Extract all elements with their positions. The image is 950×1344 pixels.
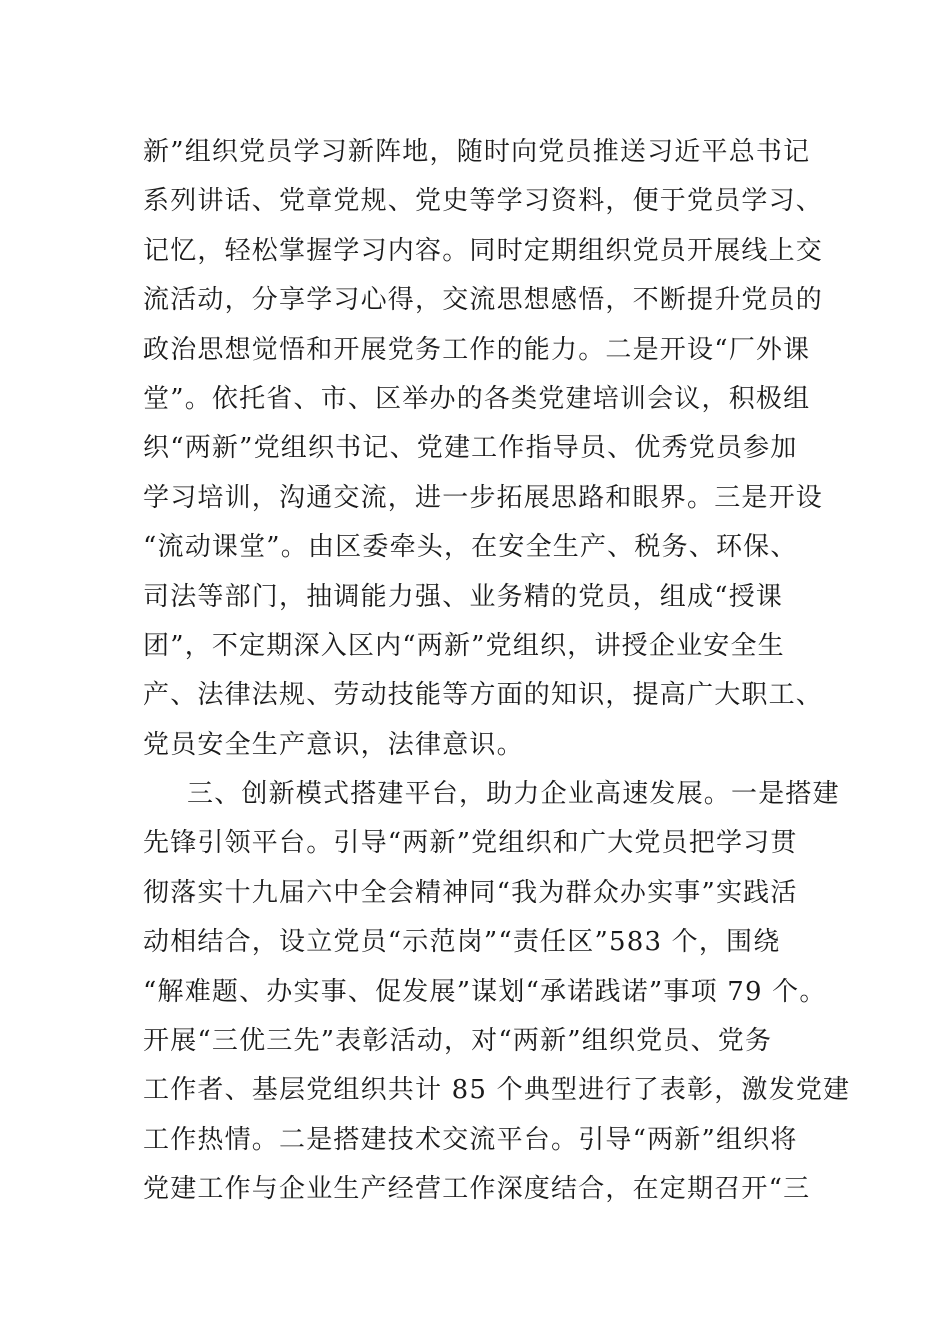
text-line: 记忆，轻松掌握学习内容。同时定期组织党员开展线上交 <box>143 235 824 266</box>
body-text <box>143 128 851 1215</box>
text-line: 流活动，分享学习心得，交流思想感悟，不断提升党员的 <box>143 285 824 316</box>
text-line: 先锋引领平台。引导“两新”党组织和广大党员把学习贯 <box>143 828 798 859</box>
text-line: 政治思想觉悟和开展党务工作的能力。二是开设“厂外课 <box>143 334 811 365</box>
text-line: 党员安全生产意识，法律意识。 <box>143 729 524 760</box>
text-line: 工作者、基层党组织共计 85 个典型进行了表彰，激发党建 <box>143 1075 851 1106</box>
text-line: “流动课堂”。由区委牵头，在安全生产、税务、环保、 <box>143 532 798 563</box>
text-line: 产、法律法规、劳动技能等方面的知识，提高广大职工、 <box>143 680 824 711</box>
text-line: 系列讲话、党章党规、党史等学习资料，便于党员学习、 <box>143 186 824 217</box>
text-line: 动相结合，设立党员“示范岗”“责任区”583 个，围绕 <box>143 927 781 958</box>
text-line: 工作热情。二是搭建技术交流平台。引导“两新”组织将 <box>143 1124 798 1155</box>
text-line: 开展“三优三先”表彰活动，对“两新”组织党员、党务 <box>143 1026 773 1057</box>
text-line: 党建工作与企业生产经营工作深度结合，在定期召开“三 <box>143 1174 811 1205</box>
paragraph-start-line: 三、创新模式搭建平台，助力企业高速发展。一是搭建 <box>187 779 840 810</box>
text-line: “解难题、办实事、促发展”谋划“承诺践诺”事项 79 个。 <box>143 976 827 1007</box>
text-line: 团”，不定期深入区内“两新”党组织，讲授企业安全生 <box>143 630 785 661</box>
text-line: 堂”。依托省、市、区举办的各类党建培训会议，积极组 <box>143 383 811 414</box>
text-line: 学习培训，沟通交流，进一步拓展思路和眼界。三是开设 <box>143 482 824 513</box>
text-line: 司法等部门，抽调能力强、业务精的党员，组成“授课 <box>143 581 784 612</box>
text-line: 彻落实十九届六中全会精神同“我为群众办实事”实践活 <box>143 877 798 908</box>
text-line: 新”组织党员学习新阵地，随时向党员推送习近平总书记 <box>143 137 811 167</box>
text-line: 织“两新”党组织书记、党建工作指导员、优秀党员参加 <box>143 433 798 464</box>
